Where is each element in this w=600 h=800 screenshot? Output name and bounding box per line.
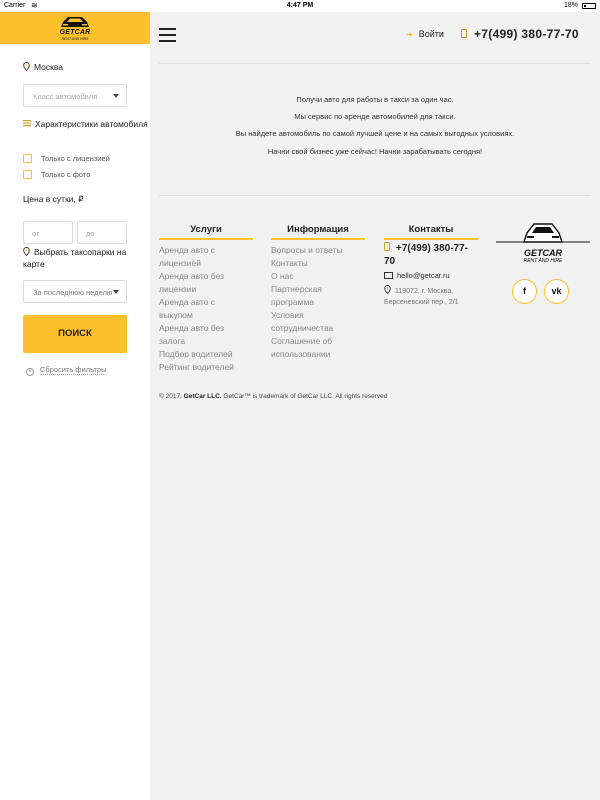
copyright-suffix: GetCar™ is trademark of GetCar LLC. All rights reserved	[221, 393, 388, 400]
footer-link[interactable]: Аренда авто без	[159, 323, 225, 333]
copyright-prefix: © 2017,	[159, 393, 184, 400]
divider	[159, 195, 591, 196]
main-content	[150, 12, 600, 800]
footer-link[interactable]: Контакты	[271, 258, 308, 268]
map-select-label: Выбрать таксопарки на карте	[23, 247, 127, 269]
wifi-icon: ≋	[31, 1, 38, 10]
intro-line: Мы сервис по аренде автомобилей для такси.	[294, 112, 456, 121]
footer-link[interactable]: Аренда авто без	[159, 271, 225, 281]
location-pin-icon	[23, 62, 30, 71]
car-logo-icon	[59, 15, 91, 29]
car-class-select[interactable]	[23, 84, 127, 107]
copyright-company: GetCar LLC.	[183, 393, 222, 400]
characteristics-heading	[23, 119, 148, 130]
login-label: Войти	[418, 29, 444, 39]
footer-link[interactable]: выкупом	[159, 310, 193, 320]
facebook-icon[interactable]: f	[512, 279, 537, 304]
footer-link[interactable]: Партнерская	[271, 284, 322, 294]
search-button[interactable]: ПОИСК	[23, 315, 127, 353]
footer-link[interactable]: Аренда авто с	[159, 245, 216, 255]
footer-logo-text: GETCAR	[524, 248, 562, 258]
footer-link[interactable]: Вопросы и ответы	[271, 245, 343, 255]
vk-icon[interactable]: vk	[544, 279, 569, 304]
envelope-icon	[384, 272, 393, 279]
footer-link[interactable]: сотрудничества	[271, 323, 334, 333]
car-logo-icon	[496, 216, 590, 248]
footer-link[interactable]: Рейтинг водителей	[159, 362, 234, 372]
footer-link[interactable]: О нас	[271, 271, 294, 281]
footer-link[interactable]: залога	[159, 336, 186, 346]
logo-tagline: RENT AND HIRE	[61, 37, 89, 41]
period-select[interactable]	[23, 280, 127, 303]
intro-line: Получи авто для работы в такси за один час.	[296, 95, 454, 104]
list-filter-icon	[23, 119, 31, 127]
chevron-down-icon	[113, 94, 119, 98]
copyright	[159, 393, 387, 400]
intro-line: Начни свой бизнес уже сейчас! Начни зарабатывать сегодня!	[267, 147, 483, 156]
footer-link[interactable]: лицензией	[159, 258, 202, 268]
map-select-link[interactable]	[23, 246, 133, 270]
menu-icon[interactable]	[159, 28, 176, 42]
logo-text: GETCAR	[59, 29, 91, 36]
info-heading: Информация	[271, 224, 365, 240]
reset-filters-link[interactable]	[26, 365, 106, 376]
services-heading: Услуги	[159, 224, 253, 240]
location-pin-icon	[384, 285, 391, 294]
battery-percent: 18%	[563, 2, 578, 9]
footer-address	[384, 285, 484, 308]
footer-link[interactable]: лицензии	[159, 284, 197, 294]
footer-phone[interactable]	[384, 242, 482, 268]
intro-line: Вы найдете автомобиль по самой лучшей цене и на самых выгодных условиях.	[235, 129, 515, 138]
phone-icon	[461, 29, 467, 38]
period-value: За последнюю неделю	[33, 288, 113, 297]
price-to-input[interactable]: до	[77, 221, 127, 244]
photo-only-label: Только с фото	[41, 170, 91, 179]
footer-link[interactable]: использовании	[271, 349, 331, 359]
carrier-label: Carrier	[4, 2, 26, 9]
login-button[interactable]	[406, 29, 444, 39]
contacts-heading: Контакты	[384, 224, 478, 240]
status-time: 4:47 PM	[286, 2, 314, 9]
footer-link[interactable]: Соглашение об	[271, 336, 333, 346]
license-only-checkbox[interactable]	[23, 154, 110, 163]
header-phone[interactable]	[461, 27, 579, 41]
status-bar	[0, 0, 600, 12]
characteristics-title: Характеристики автомобиля	[35, 119, 148, 129]
header-phone-number: +7(499) 380-77-70	[474, 27, 579, 41]
footer-phone-line2: 70	[384, 256, 396, 267]
footer-link[interactable]: программа	[271, 297, 315, 307]
phone-icon	[384, 242, 390, 251]
address-line2: Берсеневский пер., 2/1	[384, 299, 459, 306]
reset-filters-label: Сбросить фильтры	[40, 365, 107, 374]
checkbox-box[interactable]	[23, 170, 32, 179]
photo-only-checkbox[interactable]	[23, 170, 90, 179]
services-links	[159, 244, 234, 374]
location-pin-icon	[23, 247, 30, 256]
footer-link[interactable]: Аренда авто с	[159, 297, 216, 307]
footer-phone-line1: +7(499) 380-77-	[396, 243, 468, 254]
car-class-placeholder: Класс автомобиля	[33, 92, 98, 101]
chevron-down-icon	[113, 290, 119, 294]
footer-link[interactable]: Условия	[271, 310, 304, 320]
footer-link[interactable]: Подбор водителей	[159, 349, 233, 359]
divider	[159, 63, 591, 64]
footer-email[interactable]	[384, 271, 450, 280]
city-label: Москва	[34, 62, 64, 72]
info-links	[271, 244, 343, 361]
sidebar-logo[interactable]	[0, 12, 150, 44]
close-circle-icon: ×	[26, 368, 34, 376]
login-arrow-icon: ➜	[406, 30, 413, 39]
price-from-input[interactable]: от	[23, 221, 73, 244]
battery-icon	[582, 3, 596, 9]
address-line1: 119072, г. Москва,	[395, 288, 454, 295]
price-title: Цена в сутки, ₽	[23, 194, 84, 204]
footer-logo-tagline: RENT AND HIRE	[523, 258, 563, 264]
footer-email-text: hello@getcar.ru	[397, 271, 450, 280]
checkbox-box[interactable]	[23, 154, 32, 163]
city-selector[interactable]	[23, 62, 63, 72]
sidebar	[0, 12, 150, 800]
license-only-label: Только с лицензией	[41, 154, 110, 163]
